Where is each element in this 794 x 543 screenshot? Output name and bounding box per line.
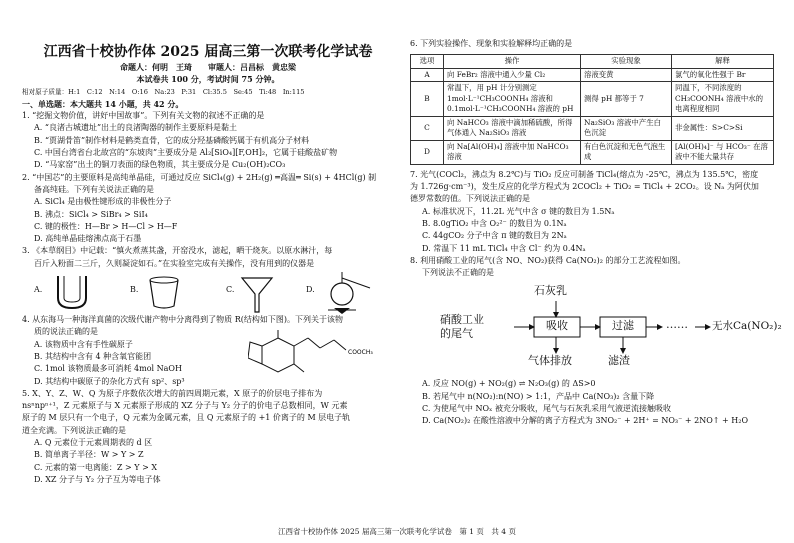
table-cell: 非金属性：S>C>Si (672, 116, 774, 140)
q2-stem: 2. “中国芯”的主要原料是高纯单晶硅，可通过反应 SiCl₄(g) + 2H₂(g) ═高温═ Si(s) + 4HCl(g) 制 (22, 172, 377, 182)
table-header: 解释 (672, 55, 774, 69)
table-cell: D (411, 140, 444, 164)
table-cell: [Al(OH)₄]⁻ 与 HCO₃⁻ 在溶液中不能大量共存 (672, 140, 774, 164)
question-3 (22, 245, 394, 314)
molecule-ester-label: COOCH₃ (348, 349, 373, 357)
q4-option-a: A. 该物质中含有手性碳原子 (34, 339, 133, 349)
table-cell: A (411, 68, 444, 82)
q3-label-a: A. (34, 285, 43, 295)
table-header-row (411, 55, 774, 69)
table-cell: 测得 pH 都等于 7 (581, 82, 672, 117)
left-column (22, 0, 394, 486)
table-cell: 常温下，用 pH 计分别测定 1mol·L⁻¹CH₃COONH₄ 溶液和 0.1mol·L⁻¹CH₃COONH₄ 溶液的 pH (444, 82, 581, 117)
q7-stem: 7. 光气(COCl₂，沸点为 8.2℃)与 TiO₂ 反应可制备 TiCl₄(熔点为 -25℃，沸点为 135.5℃，密度 (410, 169, 759, 179)
q3-stem-cont: 百斤入粉面二三斤，久则凝淀如石。”在实验室完成有关操作，没有用到的仪器是 (34, 258, 315, 268)
q5-option-c: C. 元素的第一电离能：Z > Y > X (34, 462, 158, 472)
q3-label-b: B. (130, 285, 139, 295)
q3-label-c: C. (226, 285, 235, 295)
right-column (410, 38, 782, 428)
page-footer: 江西省十校协作体 2025 届高三第一次联考化学试卷 第 1 页 共 4 页 (278, 527, 516, 536)
flow-input-label (440, 313, 484, 341)
q5-stem-2: nsⁿnpⁿ⁺¹，Z 元素原子与 X 元素原子形成的 XZ 分子与 Y₂ 分子的价电子总数相同，W 元素 (22, 401, 348, 411)
q7-option-d: D. 常温下 11 mL TiCl₄ 中含 Cl⁻ 约为 0.4Nₐ (422, 243, 586, 253)
exam-title: 江西省十校协作体 2025 届高三第一次联考化学试卷 (43, 44, 373, 60)
distillation-flask-icon (320, 270, 376, 314)
question-2 (22, 172, 394, 246)
table-cell: 向 FeBr₂ 溶液中通入少量 Cl₂ (444, 68, 581, 82)
question-4 (22, 314, 394, 388)
q7-stem-3: 德罗常数的值。下列说法正确的是 (410, 194, 530, 204)
table-row (411, 68, 774, 82)
q8-stem-cont: 下列说法不正确的是 (422, 268, 494, 278)
q3-stem: 3. 《本草纲目》中记载：“慎火煮蒸其盏，开窑没水，滤起，晒干烧灰。以原水淋汁，每 (22, 246, 333, 256)
q8-stem: 8. 利用硝酸工业的尾气(含 NO、NO₂)获得 Ca(NO₂)₂ 的部分工艺流程如图。 (410, 255, 686, 265)
table-cell: 同温下，不同浓度的 CH₃COONH₄ 溶液中水的电离程度相同 (672, 82, 774, 117)
q8-option-c: C. 为使尾气中 NOₓ 被充分吸收，尾气与石灰乳采用气液逆流接触吸收 (422, 404, 671, 414)
q1-stem: 1. “挖掘文物价值，讲好中国故事”。下列有关文物的叙述不正确的是 (22, 111, 265, 121)
q7-option-c: C. 44gCO₂ 分子中含 π 键的数目为 2Nₐ (422, 231, 567, 241)
question-1 (22, 110, 394, 171)
table-cell: 溶液变黄 (581, 68, 672, 82)
q5-stem-4: 道全充满。下列说法正确的是 (22, 425, 126, 435)
q1-option-c: C. 中国台湾省台北故宫的“东坡肉”主要成分是 Al₂[SiO₄][F,OH]₂，它属于硅酸盐矿物 (34, 148, 338, 158)
q5-stem-3: 原子的 M 层只有一个电子，Q 元素为金属元素，且 Q 元素原子的 +1 价离子的 M 层电子轨 (22, 413, 351, 423)
molecule-structure-icon (248, 328, 388, 380)
flow-reagent-label: 石灰乳 (534, 284, 567, 298)
flow-residue-label: 滤渣 (608, 354, 630, 368)
table-cell: 向 Na[Al(OH)₄] 溶液中加 NaHCO₃ 溶液 (444, 140, 581, 164)
q4-stem: 4. 从东海马一种海洋真菌的次级代谢产物中分离得到了物质 R(结构如下图)。下列关于该物 (22, 315, 343, 325)
q2-option-c: C. 键的极性：H—Br > H—Cl > H—F (34, 221, 178, 231)
table-header: 实验现象 (581, 55, 672, 69)
table-cell: B (411, 82, 444, 117)
q7-stem-2: 为 1.726g·cm⁻³)，发生反应的化学方程式为 2COCl₂ + TiO₂ = TiCl₄ + 2CO₂。设 Nₐ 为阿伏加 (410, 182, 759, 192)
q2-option-b: B. 沸点：SiCl₄ > SiBr₄ > SiI₄ (34, 209, 148, 219)
crucible-icon (144, 274, 184, 312)
q5-stem: 5. X、Y、Z、W、Q 为原子序数依次增大的前四周期元素，X 原子的价层电子排布为 (22, 388, 323, 398)
flow-gas-label: 气体排放 (528, 354, 572, 368)
table-header: 选项 (411, 55, 444, 69)
q2-stem-cont: 备高纯硅。下列有关说法正确的是 (34, 184, 154, 194)
q4-option-b: B. 其结构中含有 4 种含氧官能团 (34, 351, 152, 361)
q4-option-d: D. 其结构中碳原子的杂化方式有 sp²、sp³ (34, 376, 185, 386)
q1-option-b: B. “贾湖骨笛”制作材料是鹤类直骨，它的成分羟基磷酸钙属于有机高分子材料 (34, 135, 310, 145)
q8-option-a: A. 反应 NO(g) + NO₂(g) ⇌ N₂O₃(g) 的 ΔS>0 (422, 379, 596, 389)
authors-line: 命题人：何明 王琦 审题人：吕昌标 黄忠梁 (120, 62, 296, 72)
q5-option-d: D. XZ 分子与 Y₂ 分子互为等电子体 (34, 474, 161, 484)
flow-filter-box: 过滤 (612, 319, 634, 333)
question-5 (22, 388, 394, 486)
question-8 (410, 255, 782, 428)
table-cell: 向 NaHCO₃ 溶液中滴加稀硫酸，所得气体通入 Na₂SiO₃ 溶液 (444, 116, 581, 140)
table-header: 操作 (444, 55, 581, 69)
q7-option-b: B. 8.0gTiO₂ 中含 O₂²⁻ 的数目为 0.1Nₐ (422, 218, 567, 228)
q2-option-d: D. 高纯单晶硅熔沸点高于石墨 (34, 234, 142, 244)
q8-option-b: B. 若尾气中 n(NO₂):n(NO) > 1:1，产品中 Ca(NO₃)₂ 含量下降 (422, 391, 655, 401)
q3-apparatus-row (22, 270, 394, 314)
flow-dots: …… (666, 318, 688, 332)
q1-option-d: D. “马家窑”出土的铜刀表面的绿色物质，其主要成分是 Cu₂(OH)₂CO₃ (34, 160, 286, 170)
table-row (411, 116, 774, 140)
q4-stem-cont: 质的说法正确的是 (34, 327, 98, 337)
flow-input-line1: 硝酸工业 (440, 313, 484, 327)
q7-option-a: A. 标准状况下，11.2L 光气中含 σ 键的数目为 1.5Nₐ (422, 206, 615, 216)
table-cell: C (411, 116, 444, 140)
section-heading: 一、单选题：本大题共 14 小题，共 42 分。 (22, 98, 184, 109)
table-cell: Na₂SiO₃ 溶液中产生白色沉淀 (581, 116, 672, 140)
q6-stem: 6. 下列实验操作、现象和实验解释均正确的是 (410, 39, 573, 48)
q8-option-d: D. Ca(NO₂)₂ 在酸性溶液中分解的离子方程式为 3NO₂⁻ + 2H⁺ = NO₃⁻ + 2NO↑ + H₂O (422, 416, 749, 426)
table-row (411, 140, 774, 164)
table-cell: 有白色沉淀和无色气泡生成 (581, 140, 672, 164)
table-cell: 氯气的氧化性强于 Br (672, 68, 774, 82)
u-tube-icon (52, 272, 92, 312)
experiment-table (410, 54, 774, 165)
question-7 (410, 169, 776, 255)
atomic-masses: 相对原子质量：H:1 C:12 N:14 O:16 Na:23 P:31 Cl:35.5 Se:45 Ti:48 In:115 (22, 87, 305, 96)
process-flow-diagram (410, 284, 782, 400)
q5-option-a: A. Q 元素位于元素周期表的 d 区 (34, 438, 153, 448)
q3-label-d: D. (306, 285, 315, 295)
flow-product-label: 无水Ca(NO₂)₂ (712, 320, 782, 333)
funnel-icon (240, 274, 274, 314)
q4-option-c: C. 1mol 该物质最多可消耗 4mol NaOH (34, 364, 182, 374)
q2-option-a: A. SiCl₄ 是由极性键形成的非极性分子 (34, 197, 172, 207)
question-6 (410, 38, 776, 165)
table-row (411, 82, 774, 117)
q1-option-a: A. “良渚古城遗址”出土的良渚陶器的制作主要原料是黏土 (34, 123, 238, 133)
flow-absorb-box: 吸收 (546, 319, 568, 333)
flow-arrows (410, 285, 774, 400)
flow-input-line2: 的尾气 (440, 327, 473, 341)
score-time-line: 本试卷共 100 分，考试时间 75 分钟。 (136, 74, 280, 85)
q5-option-b: B. 简单离子半径：W > Y > Z (34, 450, 144, 460)
